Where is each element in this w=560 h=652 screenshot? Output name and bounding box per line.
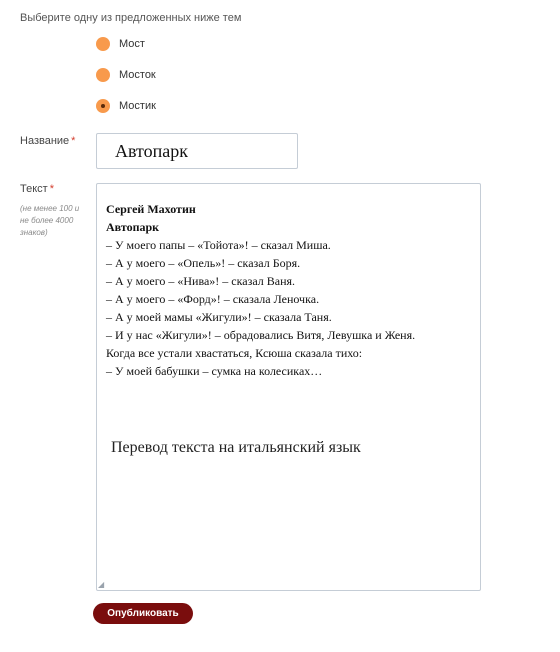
radio-checked-icon[interactable]	[96, 99, 110, 113]
topic-option-most[interactable]	[96, 36, 145, 52]
radio-icon[interactable]	[96, 68, 110, 82]
required-mark: *	[71, 135, 76, 147]
topic-heading: Выберите одну из предложенных ниже тем	[20, 12, 242, 24]
text-line: Автопарк	[106, 220, 160, 234]
topic-option-label: Мостик	[119, 100, 156, 112]
resize-handle-icon[interactable]: ◢	[98, 580, 105, 589]
text-line: – А у моей мамы «Жигули»! – сказала Таня.	[106, 310, 332, 324]
topic-option-mostik[interactable]	[96, 98, 156, 114]
topic-option-label: Мост	[119, 38, 145, 50]
text-line: – А у моего – «Форд»! – сказала Леночка.	[106, 292, 320, 306]
title-input[interactable]	[96, 133, 298, 169]
translation-note: Перевод текста на итальянский язык	[111, 439, 361, 456]
text-content	[106, 200, 415, 380]
text-line: – У моей бабушки – сумка на колесиках…	[106, 364, 323, 378]
title-label-text: Название	[20, 135, 70, 147]
topic-option-mostok[interactable]	[96, 67, 156, 83]
text-label-text: Текст	[20, 183, 48, 195]
topic-option-label: Мосток	[119, 69, 156, 81]
text-line: – У моего папы – «Тойота»! – сказал Миша.	[106, 238, 331, 252]
text-line: – А у моего – «Опель»! – сказал Боря.	[106, 256, 301, 270]
text-line: – И у нас «Жигули»! – обрадовались Витя, Левушка и Женя.	[106, 328, 416, 342]
title-label	[20, 135, 75, 147]
text-line: Когда все устали хвастаться, Ксюша сказала тихо:	[106, 346, 363, 360]
radio-icon[interactable]	[96, 37, 110, 51]
text-label	[20, 183, 54, 195]
required-mark: *	[49, 183, 54, 195]
publish-button[interactable]: Опубликовать	[93, 603, 193, 624]
text-area[interactable]	[96, 183, 481, 591]
text-line: – А у моего – «Нива»! – сказал Ваня.	[106, 274, 296, 288]
text-length-hint: (не менее 100 и не более 4000 знаков)	[20, 204, 80, 237]
text-line: Сергей Махотин	[106, 202, 196, 216]
